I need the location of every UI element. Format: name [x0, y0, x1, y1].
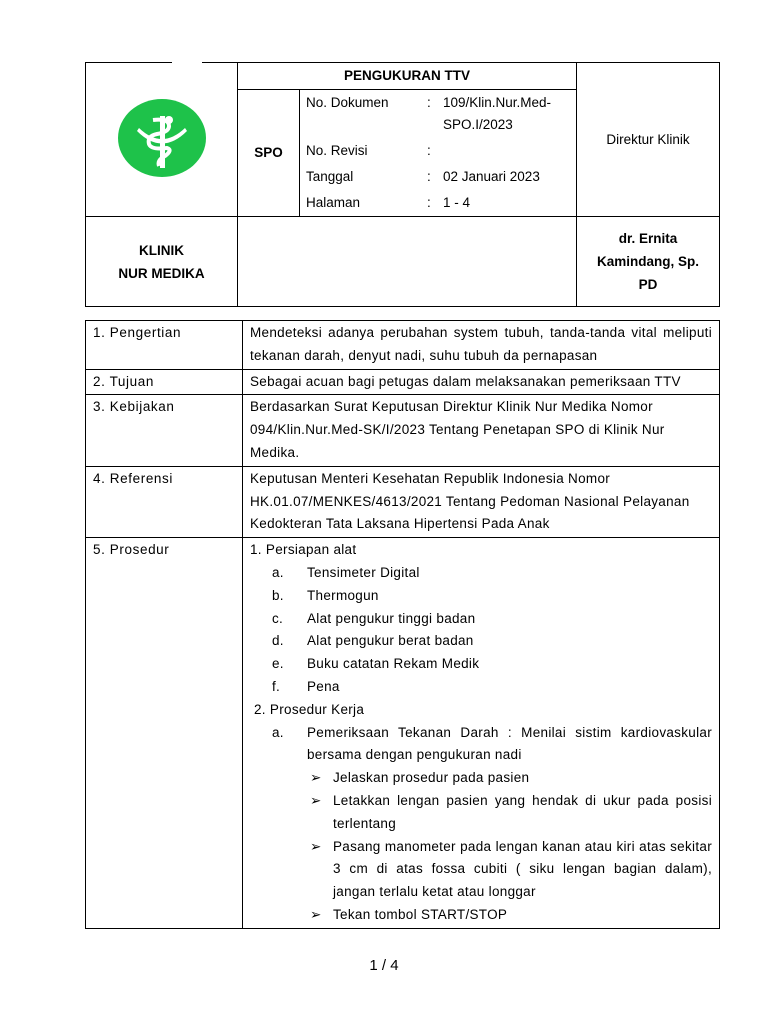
list-item: ➢ Letakkan lengan pasien yang hendak di ukur pada posisi terlentang	[250, 790, 712, 836]
list-item: ➢ Tekan tombol START/STOP	[250, 904, 712, 927]
list-item: ➢ Jelaskan prosedur pada pasien	[250, 767, 712, 790]
title-block	[238, 63, 577, 217]
meta-label: No. Dokumen	[306, 95, 389, 110]
document-header-table	[85, 62, 720, 307]
list-item: a. Pemeriksaan Tekanan Darah : Menilai sistim kardiovaskular bersama dengan pengukuran nadi	[272, 724, 712, 763]
section-text: Sebagai acuan bagi petugas dalam melaksanakan pemeriksaan TTV	[243, 369, 720, 395]
section-label: 4. Referensi	[86, 466, 243, 537]
work-list	[250, 722, 712, 768]
meta-label: Halaman	[306, 195, 361, 210]
arrow-bullet-icon: ➢	[310, 792, 322, 808]
arrow-bullet-icon: ➢	[310, 906, 322, 922]
section-text: Keputusan Menteri Kesehatan Republik Indonesia Nomor HK.01.07/MENKES/4613/2021 Tentang Pedoman Nasional Pelayanan Kedokteran Tata Laksana Hipertensi Pada Anak	[243, 466, 720, 537]
blank-cell	[238, 217, 577, 307]
steps-bullet-list	[250, 767, 712, 927]
meta-value: 109/Klin.Nur.Med- SPO.I/2023	[443, 95, 552, 132]
list-item: a. Tensimeter Digital	[272, 564, 420, 580]
list-item: b. Thermogun	[272, 587, 379, 603]
section-label: 5. Prosedur	[86, 538, 243, 929]
procedure-table	[85, 320, 720, 929]
meta-sep: :	[427, 143, 431, 158]
arrow-bullet-icon: ➢	[310, 770, 322, 786]
step-heading: 2. Prosedur Kerja	[254, 701, 365, 717]
meta-value: 02 Januari 2023	[443, 169, 540, 184]
section-label: 2. Tujuan	[86, 369, 243, 395]
meta-label: Tanggal	[306, 169, 354, 184]
section-row	[86, 321, 720, 370]
section-row	[86, 395, 720, 466]
list-item: e. Buku catatan Rekam Medik	[272, 656, 480, 672]
step-heading: 1. Persiapan alat	[250, 542, 357, 558]
procedure-row	[86, 538, 720, 929]
meta-sep: :	[427, 195, 431, 210]
meta-label: No. Revisi	[306, 143, 368, 158]
signer-name: dr. Ernita Kamindang, Sp. PD	[577, 217, 720, 307]
list-item: c. Alat pengukur tinggi badan	[272, 610, 476, 626]
section-text: Berdasarkan Surat Keputusan Direktur Klinik Nur Medika Nomor 094/Klin.Nur.Med-SK/I/2023 Tentang Penetapan SPO di Klinik Nur Medika.	[243, 395, 720, 466]
list-item: f. Pena	[272, 678, 340, 694]
list-item: ➢ Pasang manometer pada lengan kanan atau kiri atas sekitar 3 cm di atas fossa cubiti ( siku lengan bagian dalam), jangan terlalu ketat atau longgar	[250, 836, 712, 904]
procedure-content	[243, 538, 720, 929]
section-label: 1. Pengertian	[86, 321, 243, 370]
meta-value: 1 - 4	[443, 195, 471, 210]
section-row	[86, 466, 720, 537]
clinic-name: KLINIK NUR MEDIKA	[86, 217, 238, 307]
page-number: 1 / 4	[369, 957, 399, 974]
section-text: Mendeteksi adanya perubahan system tubuh, tanda-tanda vital meliputi tekanan darah, denyut nadi, suhu tubuh da pernapasan	[243, 321, 720, 370]
document-meta-table	[300, 90, 576, 216]
list-item: d. Alat pengukur berat badan	[272, 633, 474, 649]
director-label: Direktur Klinik	[577, 63, 720, 217]
pharmacy-logo-icon	[117, 98, 207, 178]
arrow-bullet-icon: ➢	[310, 838, 322, 854]
meta-sep: :	[427, 95, 431, 110]
document-title: PENGUKURAN TTV	[238, 63, 576, 90]
tools-list	[250, 562, 712, 699]
section-row	[86, 369, 720, 395]
section-label: 3. Kebijakan	[86, 395, 243, 466]
meta-sep: :	[427, 169, 431, 184]
meta-value	[437, 138, 576, 164]
spo-label: SPO	[238, 90, 300, 217]
logo-cell	[86, 63, 238, 217]
